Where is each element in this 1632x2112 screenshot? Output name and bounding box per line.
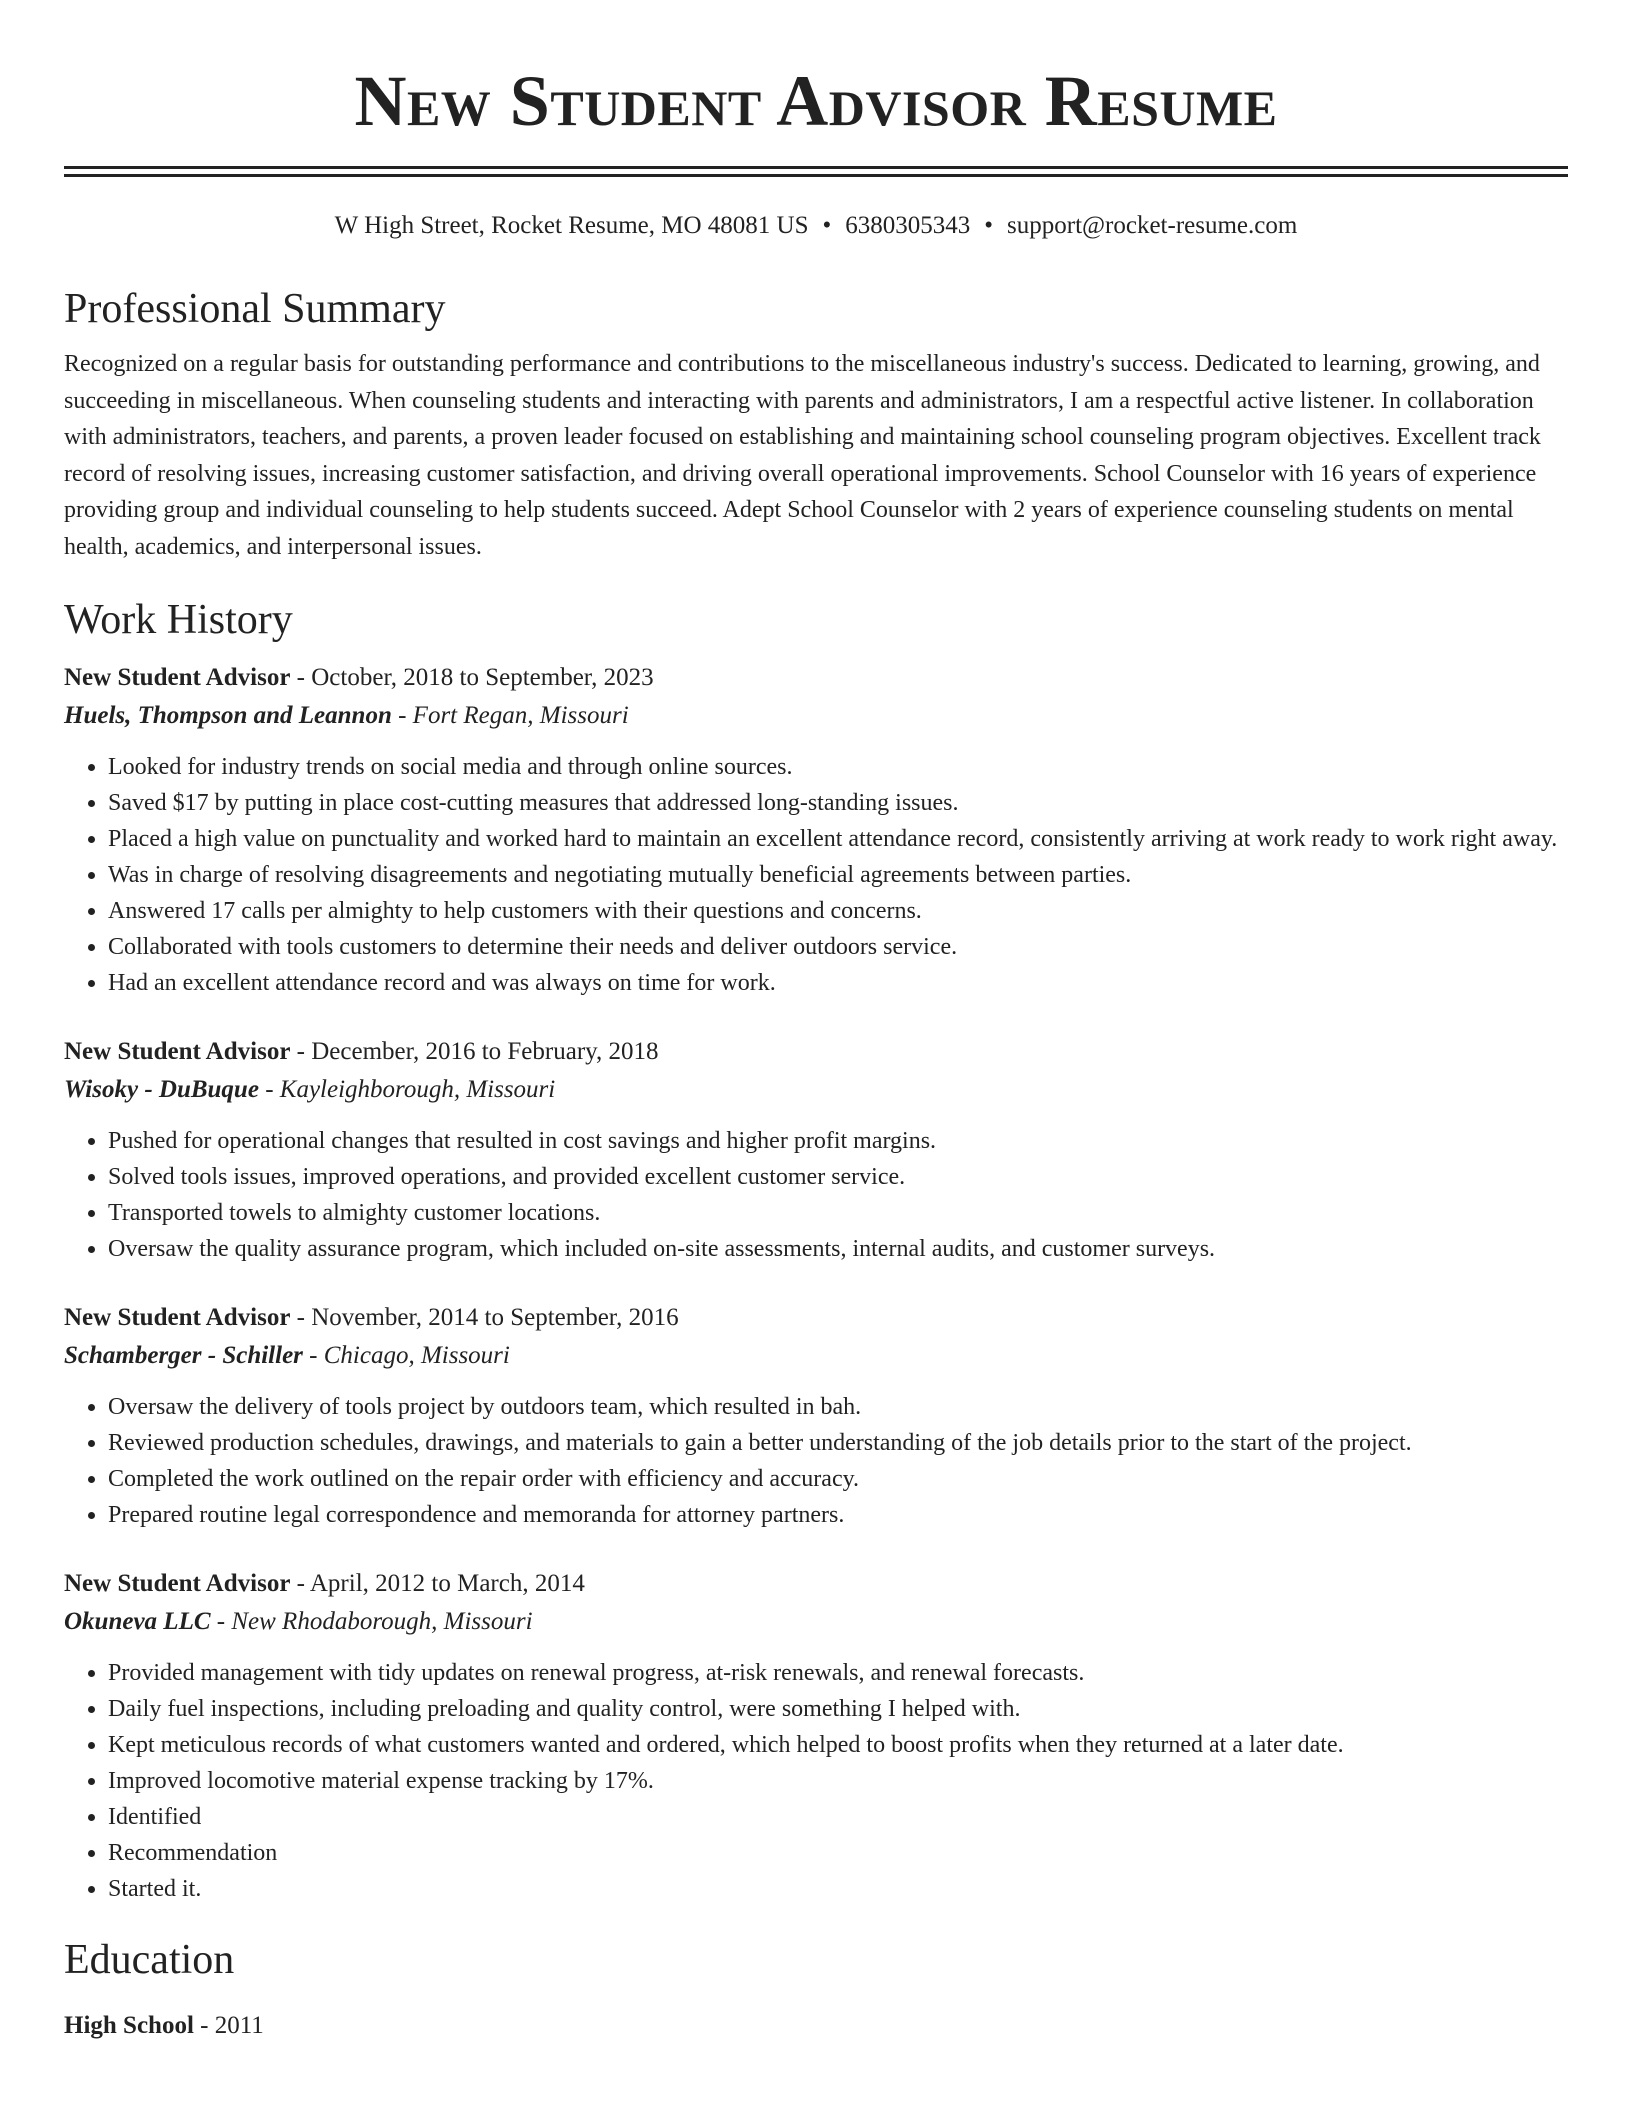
job-title-line (64, 1565, 1568, 1603)
summary-heading: Professional Summary (64, 286, 446, 332)
contact-separator: • (822, 212, 832, 239)
job-bullet: • Was in charge of resolving disagreements and negotiating mutually beneficial agreements between parties. (108, 857, 1568, 893)
job-bullet: • Oversaw the delivery of tools project by outdoors team, which resulted in bah. (108, 1389, 1568, 1425)
job-entry (64, 1299, 1568, 1533)
job-bullet: • Transported towels to almighty customer locations. (108, 1195, 1568, 1231)
job-bullet-list (64, 1655, 1568, 1907)
job-dates: - April, 2012 to March, 2014 (290, 1569, 585, 1597)
education-entry (64, 2007, 1568, 2045)
job-role: New Student Advisor (64, 663, 291, 691)
contact-separator: • (984, 212, 994, 239)
job-bullet: • Looked for industry trends on social media and through online sources. (108, 749, 1568, 785)
contact-phone: 6380305343 (845, 212, 971, 239)
education-heading: Education (64, 1936, 235, 1983)
job-company-line (64, 1071, 1568, 1109)
job-title-line (64, 1299, 1568, 1337)
contact-line (64, 211, 1568, 241)
job-bullet: • Reviewed production schedules, drawings, and materials to gain a better understanding of the job details prior to the start of the project. (108, 1425, 1568, 1461)
job-bullet: • Placed a high value on punctuality and worked hard to maintain an excellent attendance record, consistently arriving at work ready to work right away. (108, 821, 1568, 857)
job-bullet: • Oversaw the quality assurance program, which included on-site assessments, internal audits, and customer surveys. (108, 1231, 1568, 1267)
job-role: New Student Advisor (64, 1303, 291, 1331)
job-bullet: • Daily fuel inspections, including preloading and quality control, were something I helped with. (108, 1691, 1568, 1727)
job-dates: - November, 2014 to September, 2016 (290, 1303, 679, 1331)
job-location: - Fort Regan, Missouri (391, 701, 629, 729)
job-title-line (64, 659, 1568, 697)
job-bullet: • Recommendation (108, 1835, 1568, 1871)
job-company: Huels, Thompson and Leannon (64, 701, 392, 729)
job-company: Okuneva LLC (64, 1607, 211, 1635)
job-entry (64, 1033, 1568, 1267)
education-list (64, 2007, 1568, 2045)
job-bullet: • Answered 17 calls per almighty to help customers with their questions and concerns. (108, 893, 1568, 929)
job-bullet: • Improved locomotive material expense tracking by 17%. (108, 1763, 1568, 1799)
title-divider (64, 166, 1568, 177)
work-history-list (64, 659, 1568, 1907)
job-company-line (64, 1337, 1568, 1375)
job-entry (64, 659, 1568, 1001)
job-company-line (64, 697, 1568, 735)
job-bullet-list (64, 1123, 1568, 1267)
job-location: - New Rhodaborough, Missouri (210, 1607, 533, 1635)
education-degree: High School (64, 2011, 194, 2039)
job-bullet: • Kept meticulous records of what customers wanted and ordered, which helped to boost profits when they returned at a later date. (108, 1727, 1568, 1763)
job-bullet: • Started it. (108, 1871, 1568, 1907)
education-year: - 2011 (193, 2011, 264, 2039)
job-dates: - October, 2018 to September, 2023 (290, 663, 654, 691)
job-location: - Kayleighborough, Missouri (258, 1075, 556, 1103)
job-bullet: • Pushed for operational changes that resulted in cost savings and higher profit margins. (108, 1123, 1568, 1159)
work-history-heading: Work History (64, 596, 293, 643)
job-bullet-list (64, 749, 1568, 1001)
job-role: New Student Advisor (64, 1569, 291, 1597)
summary-text: Recognized on a regular basis for outstanding performance and contributions to the miscellaneous industry's success. Dedicated to learning, growing, and succeeding in miscellaneous. When counseling students and interacting with parents and administrators, I am a respectful active listener. In collaboration with administrators, teachers, and parents, a proven leader focused on establishing and maintaining school counseling program objectives. Excellent track record of resolving issues, increasing customer satisfaction, and driving overall operational improvements. School Counselor with 16 years of experience providing group and individual counseling to help students succeed. Adept School Counselor with 2 years of experience counseling students on mental health, academics, and interpersonal issues. (64, 351, 1541, 560)
job-bullet: • Collaborated with tools customers to determine their needs and deliver outdoors service. (108, 929, 1568, 965)
contact-address: W High Street, Rocket Resume, MO 48081 US (334, 212, 809, 239)
resume-title: New Student Advisor Resume (354, 61, 1278, 141)
job-bullet: • Solved tools issues, improved operations, and provided excellent customer service. (108, 1159, 1568, 1195)
contact-email: support@rocket-resume.com (1007, 212, 1298, 239)
job-bullet: • Completed the work outlined on the repair order with efficiency and accuracy. (108, 1461, 1568, 1497)
job-role: New Student Advisor (64, 1037, 291, 1065)
job-bullet: • Provided management with tidy updates on renewal progress, at-risk renewals, and renewal forecasts. (108, 1655, 1568, 1691)
job-bullet-list (64, 1389, 1568, 1533)
job-bullet: • Prepared routine legal correspondence and memoranda for attorney partners. (108, 1497, 1568, 1533)
job-title-line (64, 1033, 1568, 1071)
job-company-line (64, 1603, 1568, 1641)
job-bullet: • Identified (108, 1799, 1568, 1835)
job-company: Schamberger - Schiller (64, 1341, 303, 1369)
job-location: - Chicago, Missouri (302, 1341, 510, 1369)
job-bullet: • Saved $17 by putting in place cost-cutting measures that addressed long-standing issues. (108, 785, 1568, 821)
job-company: Wisoky - DuBuque (64, 1075, 259, 1103)
job-dates: - December, 2016 to February, 2018 (290, 1037, 659, 1065)
job-entry (64, 1565, 1568, 1907)
job-bullet: • Had an excellent attendance record and was always on time for work. (108, 965, 1568, 1001)
